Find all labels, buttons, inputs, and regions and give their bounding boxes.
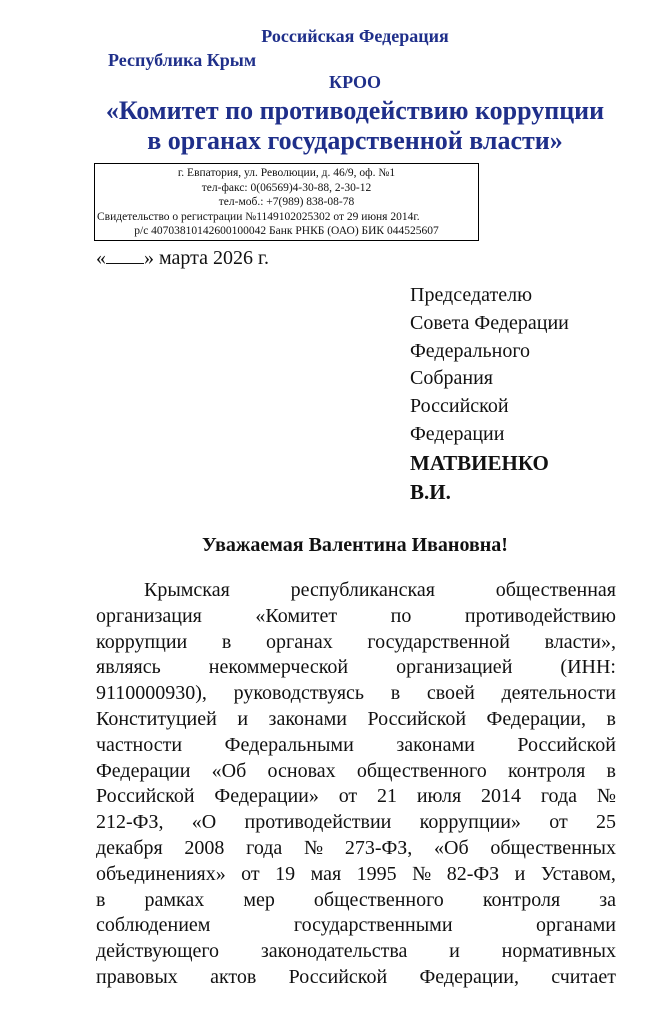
body-word: объединениях» xyxy=(96,862,226,885)
body-word: общественного xyxy=(313,888,444,911)
letterhead-republic: Республика Крым xyxy=(108,50,257,70)
body-word: организацией xyxy=(396,656,513,679)
addressee-block xyxy=(410,282,650,507)
body-text-line xyxy=(96,862,616,888)
body-word: 19 xyxy=(275,862,296,885)
body-word: Российской xyxy=(96,785,195,808)
addressee-line: Собрания xyxy=(410,367,493,390)
date-open-quote: « xyxy=(96,247,106,269)
body-word: республиканская xyxy=(290,579,435,601)
body-text-line xyxy=(96,965,616,991)
body-word: деятельности xyxy=(501,682,616,705)
body-text-line xyxy=(96,733,616,759)
body-word: года xyxy=(540,785,577,808)
body-word: Крымская xyxy=(144,579,230,601)
body-word: организация xyxy=(96,604,202,627)
body-word: в xyxy=(221,630,232,653)
body-word: противодействию xyxy=(464,604,616,627)
body-text-line xyxy=(96,784,616,810)
body-word: мая xyxy=(310,862,342,885)
letterhead-kroo: КРОО xyxy=(329,72,381,92)
body-word: являясь xyxy=(96,656,161,679)
body-word: коррупции» xyxy=(419,811,521,834)
body-text-line xyxy=(96,810,616,836)
address-text: г. Евпатория, ул. Революции, д. 46/9, оф. №1 xyxy=(177,167,396,179)
body-word: № xyxy=(596,785,616,808)
body-word: 82-ФЗ xyxy=(446,862,500,885)
body-word: «Комитет xyxy=(255,604,338,627)
body-word: коррупции xyxy=(96,630,188,653)
body-text-line xyxy=(96,939,616,965)
body-text-line xyxy=(96,578,616,604)
body-word: Федеральными xyxy=(224,733,354,756)
body-word: Конституцией xyxy=(96,707,217,730)
body-word: общественного xyxy=(356,759,487,782)
body-word: № xyxy=(412,862,432,885)
body-text-line xyxy=(96,707,616,733)
body-word: соблюдением xyxy=(96,914,211,937)
body-word: и xyxy=(449,940,460,963)
addressee-line: Федерального xyxy=(410,339,531,362)
body-text-line xyxy=(96,604,616,630)
registration-text: Свидетельство о регистрации №1149102025302 от 29 июня 2014г. xyxy=(97,210,420,223)
body-word: считает xyxy=(551,965,616,988)
contact-info-box xyxy=(94,163,479,241)
body-word: Федерации xyxy=(96,759,191,782)
body-word: в xyxy=(390,682,401,705)
addressee-surname: МАТВИЕНКО xyxy=(410,450,549,475)
body-word: основах xyxy=(267,759,336,782)
salutation: Уважаемая Валентина Ивановна! xyxy=(202,534,508,556)
addressee-initials: В.И. xyxy=(410,479,451,504)
body-word: контроля xyxy=(482,888,561,911)
body-word: «Об xyxy=(211,759,247,782)
body-word: в xyxy=(606,707,616,730)
body-word: и xyxy=(514,862,526,885)
body-word: Уставом, xyxy=(540,862,616,885)
bank-text: р/с 40703810142600100042 Банк РНКБ (ОАО) БИК 044525607 xyxy=(134,225,439,238)
body-word: Федерации» xyxy=(214,785,319,808)
body-word: 21 xyxy=(377,785,397,808)
body-word: Федерации, xyxy=(486,707,586,730)
body-word: противодействии xyxy=(244,811,392,834)
body-word: Российской xyxy=(288,965,388,988)
body-word: июля xyxy=(416,785,462,808)
body-word: 1995 xyxy=(356,862,397,885)
body-text-line xyxy=(96,630,616,656)
body-text-line xyxy=(96,836,616,862)
telfax-text: тел-факс: 0(06569)4-30-88, 2-30-12 xyxy=(201,181,372,194)
body-word: актов xyxy=(210,965,257,988)
body-word: и xyxy=(237,707,249,730)
body-word: за xyxy=(599,888,616,911)
addressee-line: Совета Федерации xyxy=(410,311,569,334)
body-text-line xyxy=(96,655,616,681)
body-word: 273-ФЗ, xyxy=(344,836,413,859)
body-text-line xyxy=(96,759,616,785)
body-word: своей xyxy=(426,682,475,705)
date-month-year: » марта 2026 г. xyxy=(144,247,269,269)
body-word: рамках xyxy=(144,888,205,911)
letterhead-country: Российская Федерация xyxy=(261,26,449,46)
letter-body xyxy=(96,578,616,991)
body-word: Федерации, xyxy=(419,965,519,988)
addressee-line: Федерации xyxy=(410,422,505,445)
body-word: органами xyxy=(535,914,616,937)
body-word: законами xyxy=(396,733,475,756)
body-word: 2014 xyxy=(480,785,521,808)
body-word: «О xyxy=(191,811,217,834)
body-word: государственными xyxy=(293,914,453,937)
body-word: государственной xyxy=(367,630,510,653)
body-word: общественная xyxy=(495,579,616,601)
body-word: Российской xyxy=(367,707,467,730)
date-day-blank xyxy=(106,247,144,264)
body-word: власти», xyxy=(544,630,616,653)
body-word: законодательства xyxy=(260,940,408,963)
body-word: декабря xyxy=(96,836,163,859)
body-word: мер xyxy=(243,888,275,911)
addressee-line: Российской xyxy=(410,395,509,418)
body-word: по xyxy=(390,604,412,627)
body-word: законами xyxy=(268,707,347,730)
body-text-line xyxy=(96,681,616,707)
body-word: некоммерческой xyxy=(208,656,349,679)
letter-date xyxy=(96,247,269,270)
body-word: руководствуясь xyxy=(233,682,365,705)
body-word: 212-ФЗ, xyxy=(96,811,164,834)
body-word: от xyxy=(338,785,358,808)
body-text-line xyxy=(96,888,616,914)
body-word: контроля xyxy=(507,759,586,782)
body-word: 2008 xyxy=(184,836,225,859)
addressee-line: Председателю xyxy=(410,284,533,306)
body-word: нормативных xyxy=(501,940,616,963)
body-word: 9110000930), xyxy=(96,682,207,705)
body-word: (ИНН: xyxy=(560,656,616,679)
body-word: общественных xyxy=(490,836,616,859)
body-word: № xyxy=(304,836,324,859)
body-word: Российской xyxy=(517,733,616,756)
organization-name-line-1: «Комитет по противодействию коррупции xyxy=(105,96,605,125)
body-word: «Об xyxy=(434,836,469,859)
body-word: органах xyxy=(266,630,333,653)
body-word: 25 xyxy=(596,811,616,834)
body-word: от xyxy=(549,811,568,834)
body-word: года xyxy=(246,836,283,859)
body-word: в xyxy=(96,888,106,911)
body-text-line xyxy=(96,913,616,939)
mobile-text: тел-моб.: +7(989) 838-08-78 xyxy=(218,196,355,209)
body-word: частности xyxy=(96,733,183,756)
organization-name-line-2: в органах государственной власти» xyxy=(147,126,563,155)
body-word: от xyxy=(241,862,260,885)
body-word: действующего xyxy=(96,940,220,963)
body-word: в xyxy=(606,759,616,782)
body-word: правовых xyxy=(96,965,178,988)
